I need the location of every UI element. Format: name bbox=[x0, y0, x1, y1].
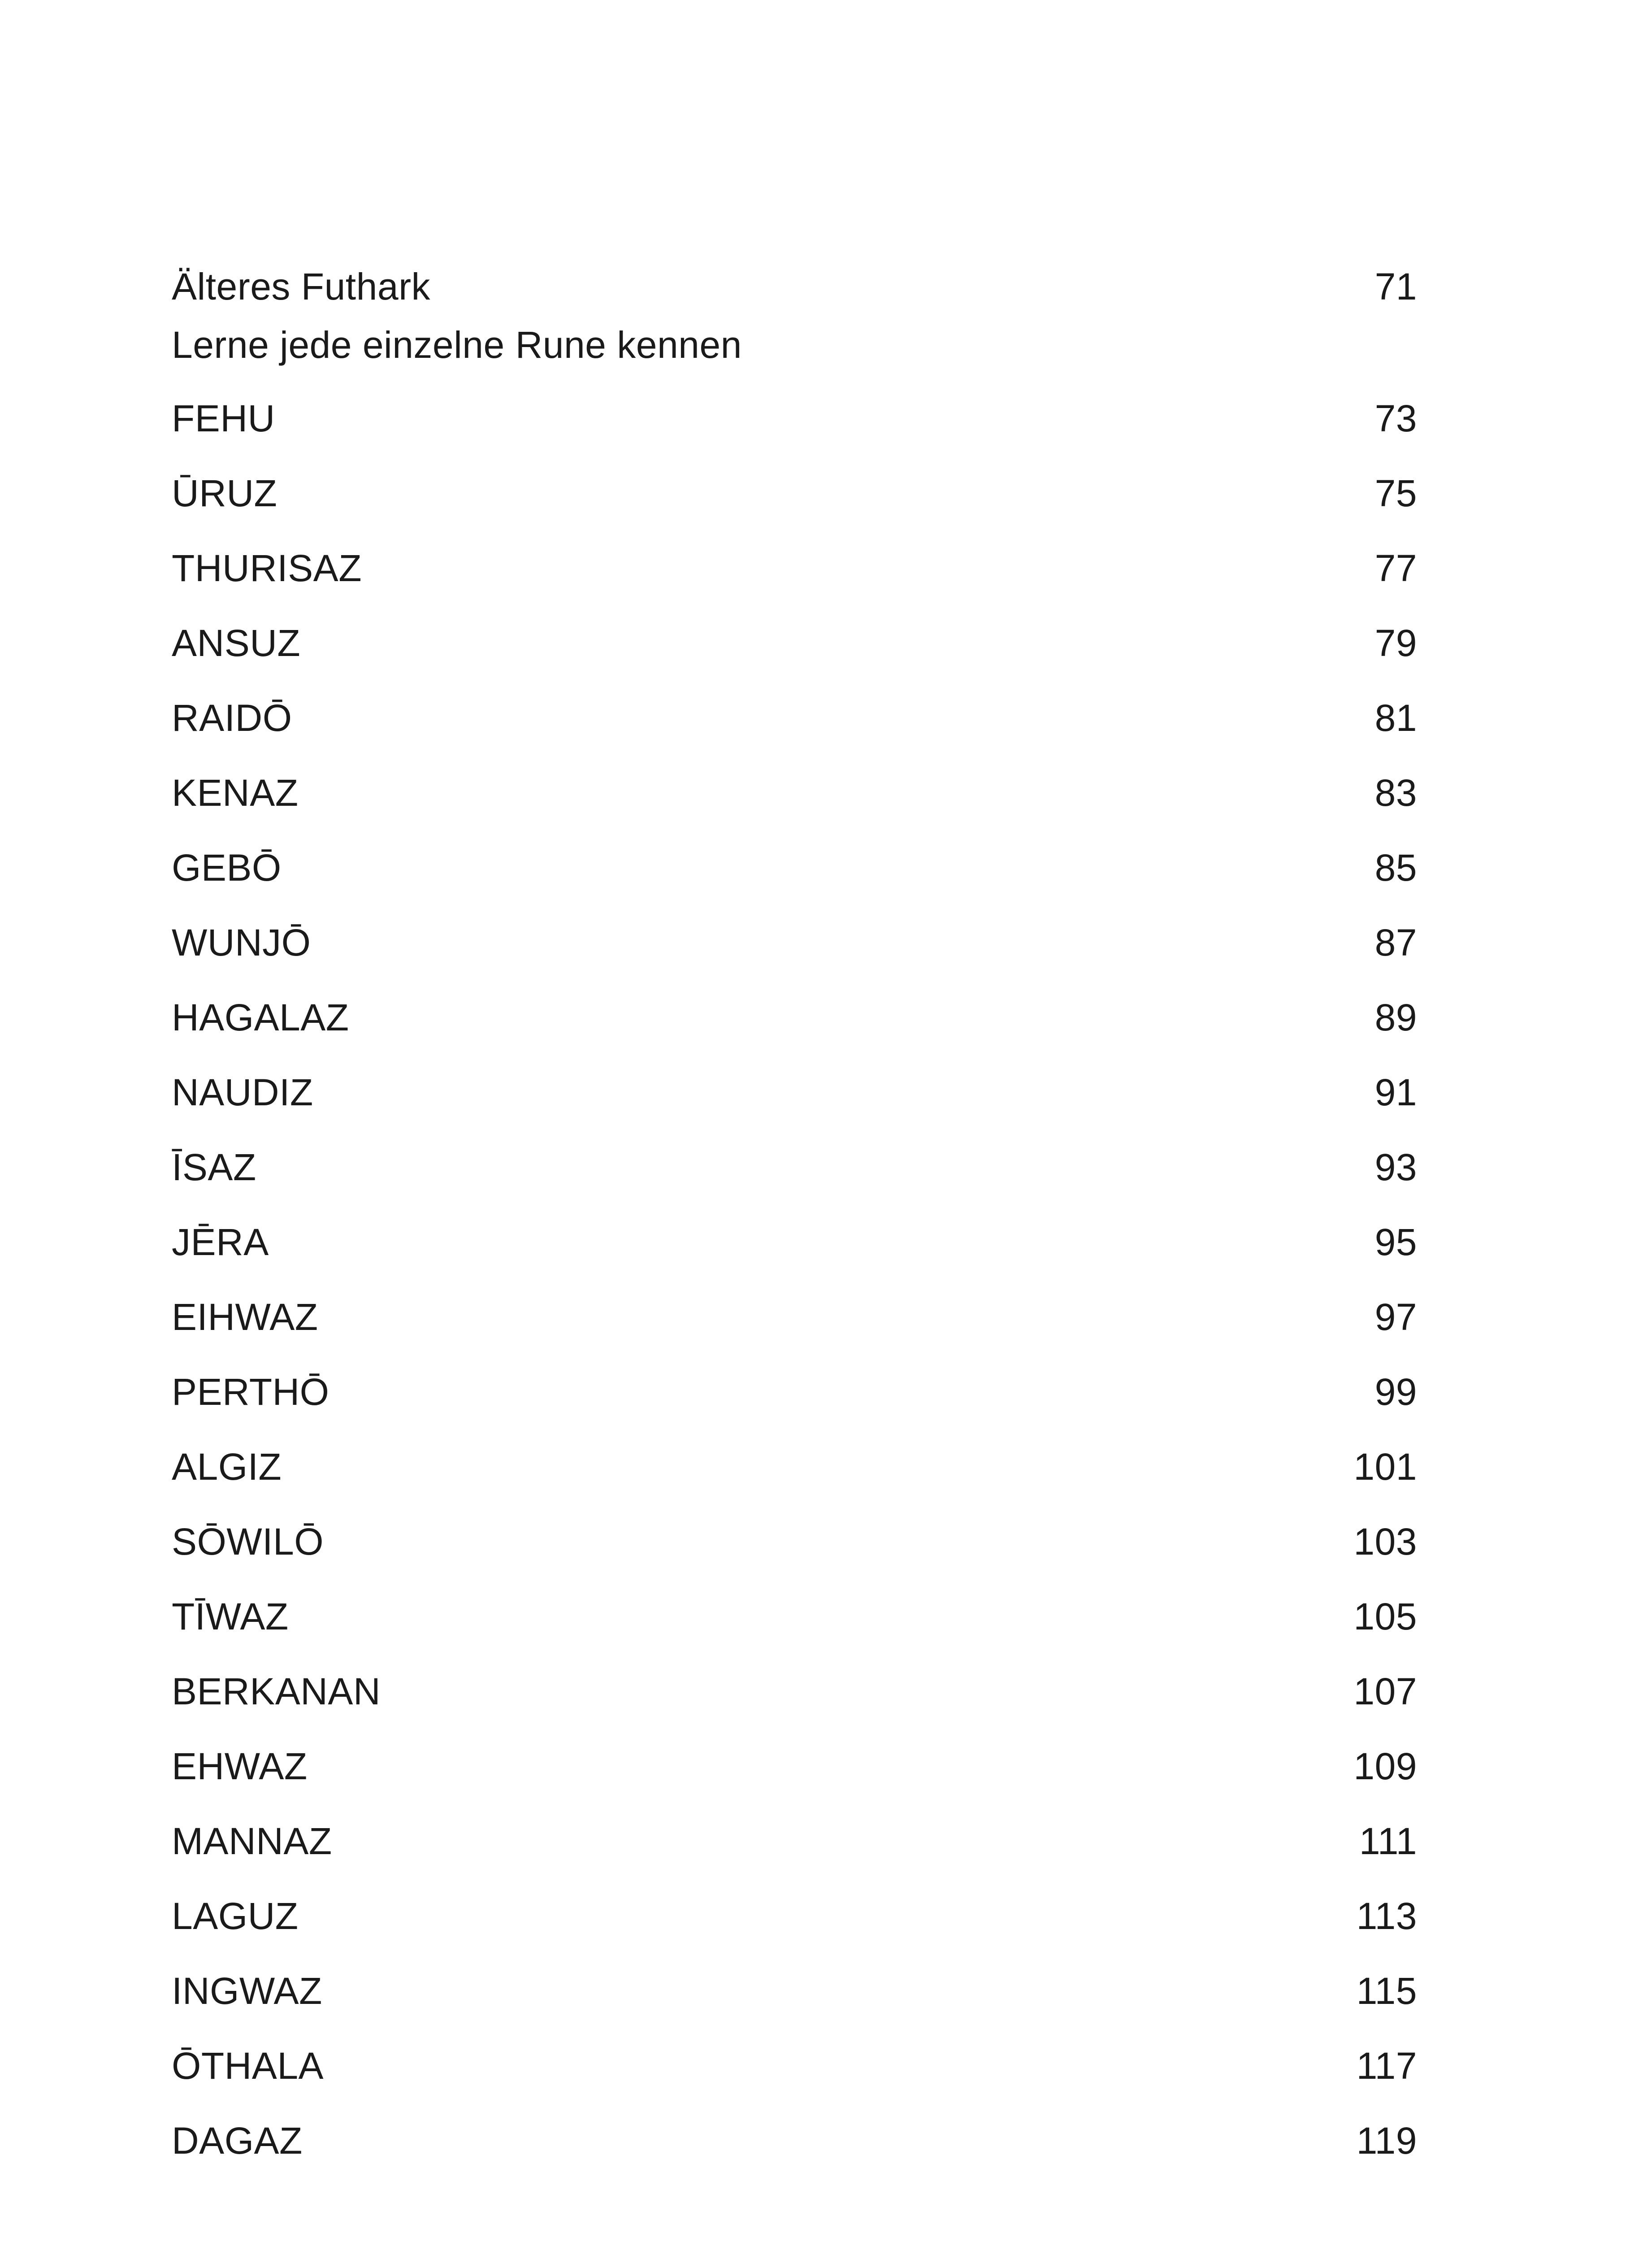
toc-entry-mannaz[interactable] bbox=[172, 1812, 1417, 1887]
toc-entry-laguz[interactable] bbox=[172, 1887, 1417, 1962]
toc-entry-dagaz[interactable] bbox=[172, 2112, 1417, 2186]
toc-entry-page-number: 79 bbox=[1374, 622, 1417, 664]
toc-entry-page-number: 91 bbox=[1374, 1071, 1417, 1113]
toc-entry-page-number: 87 bbox=[1374, 921, 1417, 964]
toc-entry-label: HAGALAZ bbox=[172, 996, 349, 1038]
toc-entry-jera[interactable] bbox=[172, 1213, 1417, 1288]
toc-entry-label: LAGUZ bbox=[172, 1895, 299, 1937]
table-of-contents bbox=[172, 257, 1417, 2186]
toc-entry-ansuz[interactable] bbox=[172, 614, 1417, 689]
toc-entry-naudiz[interactable] bbox=[172, 1063, 1417, 1138]
toc-entry-sowilo[interactable] bbox=[172, 1512, 1417, 1587]
toc-entry-label: FEHU bbox=[172, 397, 275, 439]
toc-entry-label: GEBŌ bbox=[172, 847, 282, 889]
toc-section-entry[interactable] bbox=[172, 257, 1417, 316]
toc-entry-raido[interactable] bbox=[172, 689, 1417, 764]
toc-entry-page-number: 75 bbox=[1374, 472, 1417, 514]
toc-entry-label: NAUDIZ bbox=[172, 1071, 313, 1113]
toc-entry-label: TĪWAZ bbox=[172, 1595, 289, 1638]
toc-section-subtitle-row bbox=[172, 316, 1417, 389]
toc-entry-label: ĪSAZ bbox=[172, 1146, 256, 1188]
toc-entry-page-number: 111 bbox=[1359, 1820, 1417, 1862]
toc-entry-ingwaz[interactable] bbox=[172, 1962, 1417, 2037]
toc-entry-label: INGWAZ bbox=[172, 1970, 322, 2012]
toc-entry-page-number: 107 bbox=[1353, 1670, 1417, 1712]
toc-entry-label: BERKANAN bbox=[172, 1670, 381, 1712]
toc-entry-page-number: 115 bbox=[1356, 1970, 1417, 2012]
toc-entry-label: EIHWAZ bbox=[172, 1296, 318, 1338]
toc-section-title: Älteres Futhark bbox=[172, 265, 431, 308]
toc-entry-label: ŌTHALA bbox=[172, 2045, 324, 2087]
toc-entry-page-number: 105 bbox=[1353, 1595, 1417, 1638]
toc-entry-pertho[interactable] bbox=[172, 1363, 1417, 1438]
toc-entry-othala[interactable] bbox=[172, 2037, 1417, 2112]
toc-entry-uruz[interactable] bbox=[172, 464, 1417, 539]
toc-entry-label: KENAZ bbox=[172, 772, 299, 814]
toc-entry-page-number: 97 bbox=[1374, 1296, 1417, 1338]
toc-entry-label: MANNAZ bbox=[172, 1820, 332, 1862]
toc-entry-thurisaz[interactable] bbox=[172, 539, 1417, 614]
toc-entry-label: THURISAZ bbox=[172, 547, 362, 589]
toc-entry-wunjo[interactable] bbox=[172, 913, 1417, 988]
toc-entry-page-number: 103 bbox=[1353, 1521, 1417, 1563]
toc-entry-berkanan[interactable] bbox=[172, 1662, 1417, 1737]
toc-entry-label: ALGIZ bbox=[172, 1446, 282, 1488]
toc-entry-label: DAGAZ bbox=[172, 2120, 303, 2162]
toc-section-page-number: 71 bbox=[1374, 265, 1417, 308]
toc-entry-page-number: 89 bbox=[1374, 996, 1417, 1038]
toc-entry-gebo[interactable] bbox=[172, 839, 1417, 913]
toc-entry-label: SŌWILŌ bbox=[172, 1521, 324, 1563]
toc-entry-page-number: 95 bbox=[1374, 1221, 1417, 1263]
toc-entry-algiz[interactable] bbox=[172, 1438, 1417, 1512]
toc-entry-fehu[interactable] bbox=[172, 389, 1417, 464]
toc-entry-page-number: 81 bbox=[1374, 697, 1417, 739]
toc-entry-ehwaz[interactable] bbox=[172, 1737, 1417, 1812]
toc-entry-tiwaz[interactable] bbox=[172, 1587, 1417, 1662]
toc-entry-page-number: 99 bbox=[1374, 1371, 1417, 1413]
toc-entry-label: JĒRA bbox=[172, 1221, 269, 1263]
toc-entry-label: RAIDŌ bbox=[172, 697, 292, 739]
toc-entry-page-number: 117 bbox=[1356, 2045, 1417, 2087]
toc-entry-label: ANSUZ bbox=[172, 622, 301, 664]
toc-entry-eihwaz[interactable] bbox=[172, 1288, 1417, 1363]
toc-entry-page-number: 83 bbox=[1374, 772, 1417, 814]
toc-entry-page-number: 119 bbox=[1356, 2120, 1417, 2162]
toc-entry-label: WUNJŌ bbox=[172, 921, 311, 964]
toc-entry-page-number: 73 bbox=[1374, 397, 1417, 439]
toc-entry-label: ŪRUZ bbox=[172, 472, 278, 514]
toc-entry-label: PERTHŌ bbox=[172, 1371, 330, 1413]
toc-section-subtitle: Lerne jede einzelne Rune kennen bbox=[172, 324, 742, 366]
toc-entry-kenaz[interactable] bbox=[172, 764, 1417, 839]
toc-entry-page-number: 113 bbox=[1356, 1895, 1417, 1937]
toc-entry-page-number: 85 bbox=[1374, 847, 1417, 889]
toc-entry-page-number: 109 bbox=[1353, 1745, 1417, 1787]
toc-entry-page-number: 101 bbox=[1353, 1446, 1417, 1488]
toc-entry-isaz[interactable] bbox=[172, 1138, 1417, 1213]
toc-entry-hagalaz[interactable] bbox=[172, 988, 1417, 1063]
toc-entry-page-number: 77 bbox=[1374, 547, 1417, 589]
toc-entry-label: EHWAZ bbox=[172, 1745, 308, 1787]
toc-entry-page-number: 93 bbox=[1374, 1146, 1417, 1188]
